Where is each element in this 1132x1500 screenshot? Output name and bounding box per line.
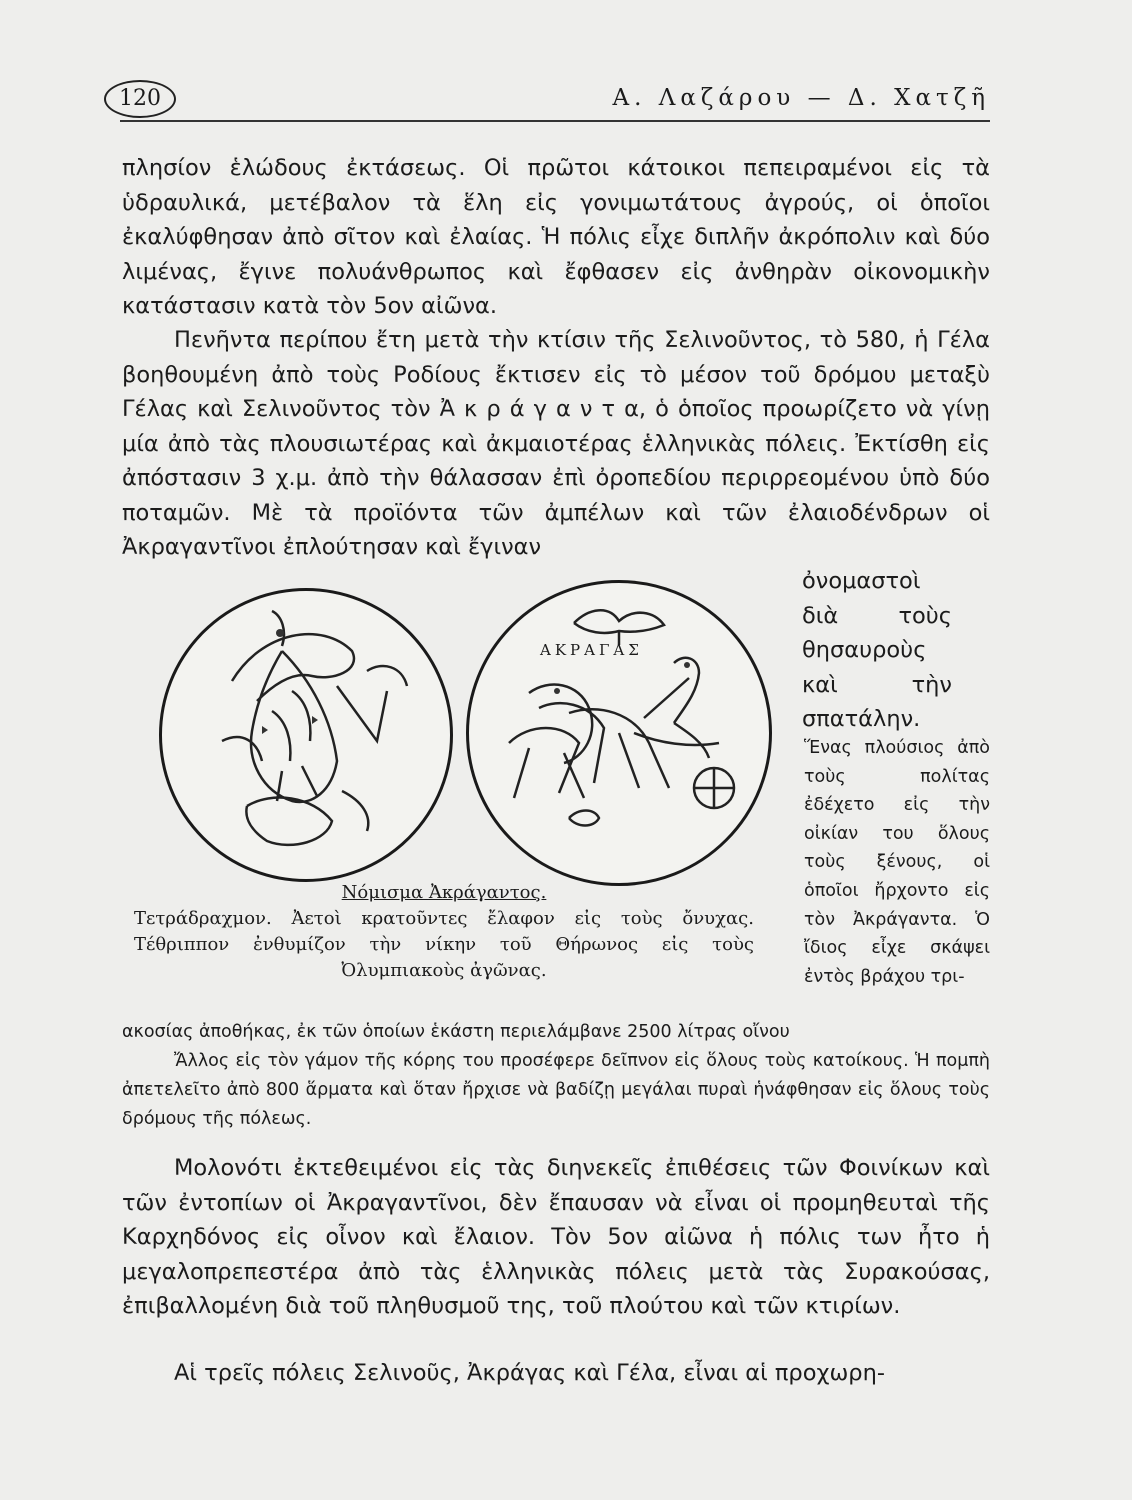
paragraph-1: πλησίον ἑλώδους ἐκτάσεως. Οἱ πρῶτοι κάτοικοι πεπειραμένοι εἰς τὰ ὑδραυλικά, μετέβαλον τὰ ἕλη εἰς γονιμωτάτους ἀγρούς, οἱ ὁποῖοι ἐκαλύφθησαν ἀπὸ σῖτον καὶ ἐλαίας. Ἡ πόλις εἶχε διπλῆν ἀκρόπολιν καὶ δύο λιμένας, ἔγινε πολυάνθρωπος καὶ ἔφθασεν εἰς ἀνθηρὰν οἰκονομικὴν κατάστασιν κατὰ τὸν 5ον αἰῶνα. <box>122 155 990 319</box>
side-note-continuation <box>122 1018 990 1134</box>
running-head: Α. Λαζάρου — Δ. Χατζῆ <box>612 85 990 111</box>
side-note: Ἕνας πλούσιος ἀπὸ τοὺς πολίτας ἐδέχετο εἰς τὴν οἰκίαν του ὅλους τοὺς ξένους, οἱ ὁποῖοι ἤρχοντο εἰς τὸν Ἀκράγαντα. Ὁ ἴδιος εἶχε σκάψει ἐντὸς βράχου τρι- <box>804 738 990 987</box>
paragraph-2-wrap: ὀνομαστοὶ διὰ τοὺς θησαυροὺς καὶ τὴν σπατάλην. <box>802 568 952 732</box>
coin-legend: ΑΚΡΑΓΑΣ <box>540 641 643 659</box>
side-note-second: Ἄλλος εἰς τὸν γάμον τῆς κόρης του προσέφερε δεῖπνον εἰς ὅλους τοὺς κατοίκους. Ἡ πομπὴ ἀπετελεῖτο ἀπὸ 800 ἅρματα καὶ ὅταν ἤρχισε νὰ βαδίζῃ μεγάλαι πυραὶ ἡνάφθησαν εἰς ὅλους τοὺς δρόμους τῆς πόλεως. <box>122 1051 990 1129</box>
quadriga-chariot-engraving-icon <box>469 583 769 883</box>
eagles-hare-engraving-icon <box>162 591 450 879</box>
page-number: 120 <box>104 80 176 118</box>
side-note-cont-line: ακοσίας ἀποθήκας, ἐκ τῶν ὁποίων ἑκάστη περιελάμβανε 2500 λίτρας οἴνου <box>122 1022 790 1042</box>
header-rule <box>120 120 990 122</box>
coin-reverse-chariot <box>466 580 772 886</box>
caption-body: Τετράδραχμον. Ἀετοὶ κρατοῦντες ἔλαφον εἰς τοὺς ὄνυχας. Τέθριππον ἐνθυμίζον τὴν νίκην τοῦ Θήρωνος εἰς τοὺς Ὀλυμπιακοὺς ἀγῶνας. <box>134 908 754 981</box>
caption-title: Νόμισμα Ἀκράγαντος. <box>341 882 547 903</box>
paragraph-2: Πενῆντα περίπου ἔτη μετὰ τὴν κτίσιν τῆς Σελινοῦντος, τὸ 580, ἡ Γέλα βοηθουμένη ἀπὸ τοὺς Ροδίους ἔκτισεν εἰς τὸ μέσον τοῦ δρόμου μεταξὺ Γέλας καὶ Σελινοῦντος τὸν Ἀ κ ρ ά γ α ν τ α, ὁ ὁποῖος προωρίζετο νὰ γίνῃ μία ἀπὸ τὰς πλουσιωτέρας καὶ ἀκμαιοτέρας ἑλληνικὰς πόλεις. Ἐκτίσθη εἰς ἀπόστασιν 3 χ.μ. ἀπὸ τὴν θάλασσαν ἐπὶ ὀροπεδίου περιρρεομένου ὑπὸ δύο ποταμῶν. Μὲ τὰ προϊόντα τῶν ἀμπέλων καὶ τῶν ἐλαιοδένδρων οἱ Ἀκραγαντῖνοι ἐπλούτησαν καὶ ἔγιναν <box>122 327 990 560</box>
paragraph-3: Μολονότι ἐκτεθειμένοι εἰς τὰς διηνεκεῖς ἐπιθέσεις τῶν Φοινίκων καὶ τῶν ἐντοπίων οἱ Ἀκραγαντῖνοι, δὲν ἔπαυσαν νὰ εἶναι οἱ προμηθευταὶ τῆς Καρχηδόνος εἰς οἶνον καὶ ἔλαιον. Τὸν 5ον αἰῶνα ἡ πόλις των ἦτο ἡ μεγαλοπρεπεστέρα ἀπὸ τὰς ἑλληνικὰς πόλεις μετὰ τὰς Συρακούσας, ἐπιβαλλομένη διὰ τοῦ πληθυσμοῦ της, τοῦ πλούτου καὶ τῶν κτιρίων. <box>122 1155 990 1319</box>
coin-obverse-eagles <box>159 588 453 882</box>
paragraph-4: Αἱ τρεῖς πόλεις Σελινοῦς, Ἀκράγας καὶ Γέλα, εἶναι αἱ προχωρη- <box>174 1360 885 1386</box>
figure-caption <box>134 880 754 984</box>
